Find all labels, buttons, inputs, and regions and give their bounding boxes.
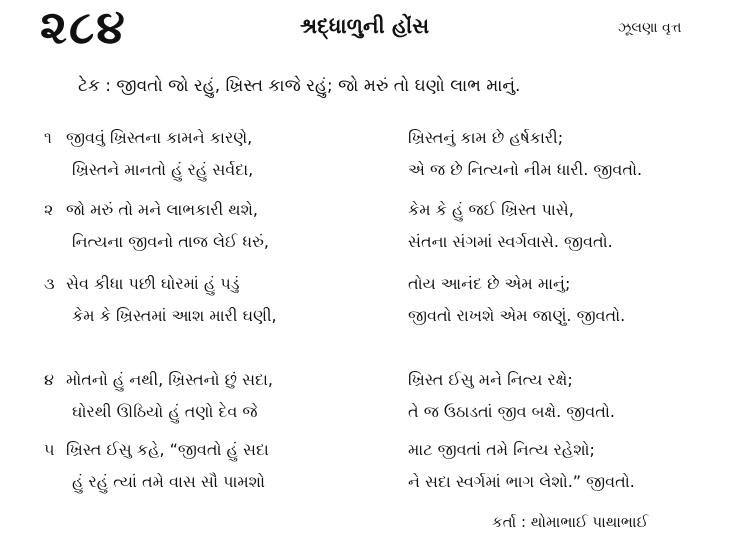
verse-line: તોય આનંદ છે એમ માનું;: [408, 274, 571, 293]
stanza-number: ૪: [44, 370, 54, 389]
verse-line: જીવવું ખ્રિસ્તના કામને કારણે,: [66, 128, 253, 147]
verse-line: હું રહું ત્યાં તમે વાસ સૌ પામશો: [72, 472, 266, 491]
verse-line: જીવતો રાખશે એમ જાણું. જીવતો.: [408, 306, 626, 325]
verse-line: એ જ છે નિત્યનો નીમ ધારી. જીવતો.: [408, 160, 643, 179]
verse-line: ખ્રિસ્ત ઈસુ કહે, “જીવતો હું સદા: [66, 440, 269, 459]
verse-line: ને સદા સ્વર્ગમાં ભાગ લેશો.” જીવતો.: [408, 472, 635, 491]
verse-line: ખ્રિસ્ત ઈસુ મને નિત્ય રક્ષે;: [408, 370, 573, 389]
verse-line: ખ્રિસ્તનું કામ છે હર્ષકારી;: [408, 128, 564, 147]
verse-line: સંતના સંગમાં સ્વર્ગવાસે. જીવતો.: [408, 232, 613, 251]
stanza-number: ૫: [44, 440, 55, 459]
author-credit: કર્તા : થોમાભાઈ પાથાભાઈ: [492, 513, 649, 531]
verse-line: નિત્યના જીવનો તાજ લેઈ ધરું,: [72, 232, 269, 251]
verse-line: કેમ કે હું જઈ ખ્રિસ્ત પાસે,: [408, 200, 574, 219]
verse-line: સેવ કીધા પછી ઘોરમાં હું પડું: [66, 274, 240, 293]
hymn-number: ૨૮૪: [40, 0, 127, 54]
stanza-number: ૧: [44, 128, 52, 147]
meter-label: ઝૂલણા વૃત્ત: [618, 20, 682, 36]
verse-line: ઘોરથી ઊઠિયો હું તણો દેવ જે: [72, 402, 258, 421]
verse-line: માટ જીવતાં તમે નિત્ય રહેશો;: [408, 440, 595, 459]
stanza-number: ૨: [44, 200, 54, 219]
verse-line: કેમ કે ખ્રિસ્તમાં આશ મારી ઘણી,: [72, 306, 277, 325]
stanza-number: ૩: [44, 274, 55, 293]
verse-line: તે જ ઉઠાડતાં જીવ બક્ષે. જીવતો.: [408, 402, 615, 421]
verse-line: જો મરું તો મને લાભકારી થશે,: [66, 200, 258, 219]
verse-line: મોતનો હું નથી, ખ્રિસ્તનો છું સદા,: [66, 370, 273, 389]
hymn-title: શ્રદ્ધાળુની હોંસ: [300, 14, 430, 38]
refrain: ટેક : જીવતો જો રહું, ખ્રિસ્ત કાજે રહું; જો મરું તો ઘણો લાભ માનું.: [78, 76, 521, 96]
verse-line: ખ્રિસ્તને માનતો હું રહું સર્વદા,: [72, 160, 254, 179]
